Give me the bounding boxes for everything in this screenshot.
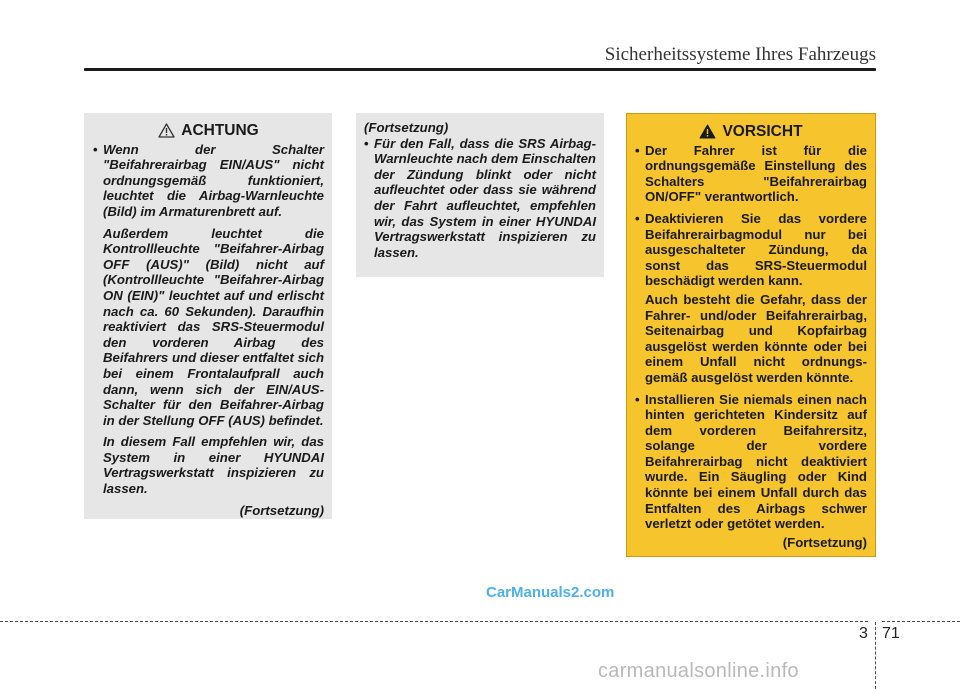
achtung-continued-text: (Fortsetzung) xyxy=(239,502,324,518)
chapter-number: 3 xyxy=(859,625,868,642)
page-number-divider xyxy=(875,622,876,689)
achtung-item-1: • Wenn der Schalter "Beifahrerairbag EIN/AUS" nicht ordnungsgemäß funktioniert, leuchtet die Airbag-Warnleuchte (Bild) im Armaturenbrett auf. xyxy=(93,142,324,220)
page-number: 71 xyxy=(882,625,900,642)
achtung-paragraph-2: Außerdem leuchtet die Kontrollleuchte "Beifahrer-Airbag OFF (AUS)" (Bild) nicht auf (Kontrollleuchte "Beifahrer-Airbag ON (EIN)" leuchtet auf und erlischt nach ca. 60 Sekunden). Daraufhin reaktiviert das SRS-Steuermodul den vorderen Airbag des Beifahrers und dieser entfaltet sich bei einem Frontalaufprall auch dann, wenn sich der EIN/AUS-Schalter für den Beifahrer-Airbag in der Stellung OFF (AUS) befindet. xyxy=(103,225,324,428)
watermark-link[interactable]: CarManuals2.com xyxy=(486,584,615,601)
achtung-title-text: ACHTUNG xyxy=(181,122,259,139)
footer-brand-watermark: carmanualsonline.info xyxy=(598,660,799,682)
achtung-title xyxy=(93,123,324,139)
continuation-header: (Fortsetzung) xyxy=(364,120,449,135)
vorsicht-title-text: VORSICHT xyxy=(722,123,803,140)
footer-rule-left xyxy=(0,621,868,622)
vorsicht-continued: (Fortsetzung) xyxy=(782,534,867,550)
continuation-item-1: • Für den Fall, dass die SRS Airbag-Warnleuchte nach dem Einschalten der Zündung blinkt oder nicht aufleuchtet oder dass sie während der Fahrt aufleuchtet, empfehlen wir, das System in einer HYUNDAI Vertragswerkstatt inspizieren zu lassen. xyxy=(364,136,596,261)
header-divider xyxy=(84,68,876,71)
section-title: Sicherheitssysteme Ihres Fahrzeugs xyxy=(604,44,876,65)
vorsicht-paragraph-2b: Auch besteht die Gefahr, dass der Fahrer- und/oder Beifahrerairbag, Seitenairbag und Kopfairbag ausgelöst werden könnte oder bei einem Unfall nicht ordnungs-gemäß ausgelöst werden könnte. xyxy=(645,291,867,385)
warning-triangle-outline-icon xyxy=(158,123,175,138)
vorsicht-item-1: • Der Fahrer ist für die ordnungsgemäße Einstellung des Schalters "Beifahrerairbag ON/OFF" verantwortlich. xyxy=(635,143,867,205)
achtung-warning-box xyxy=(84,113,332,519)
vorsicht-item-3: • Installieren Sie niemals einen nach hinten gerichteten Kindersitz auf dem vorderen Beifahrersitz, solange der vordere Beifahrerairbag nicht deaktiviert wurde. Ein Säugling oder Kind könnte bei einem Unfall durch das Entfalten des Airbags schwer verletzt oder getötet werden. xyxy=(635,392,867,532)
vorsicht-item-2: • Deaktivieren Sie das vordere Beifahrerairbagmodul nur bei ausgeschalteter Zündung, da sonst das SRS-Steuermodul beschädigt werden kann. xyxy=(635,211,867,289)
vorsicht-title xyxy=(635,124,867,140)
achtung-paragraph-3: In diesem Fall empfehlen wir, das System in einer HYUNDAI Vertragswerkstatt inspizieren zu lassen. xyxy=(103,434,324,497)
warning-triangle-filled-icon xyxy=(699,124,716,139)
continuation-box xyxy=(356,113,604,277)
achtung-continued xyxy=(93,503,324,519)
footer-rule-right xyxy=(882,621,960,622)
vorsicht-caution-box xyxy=(626,113,876,557)
